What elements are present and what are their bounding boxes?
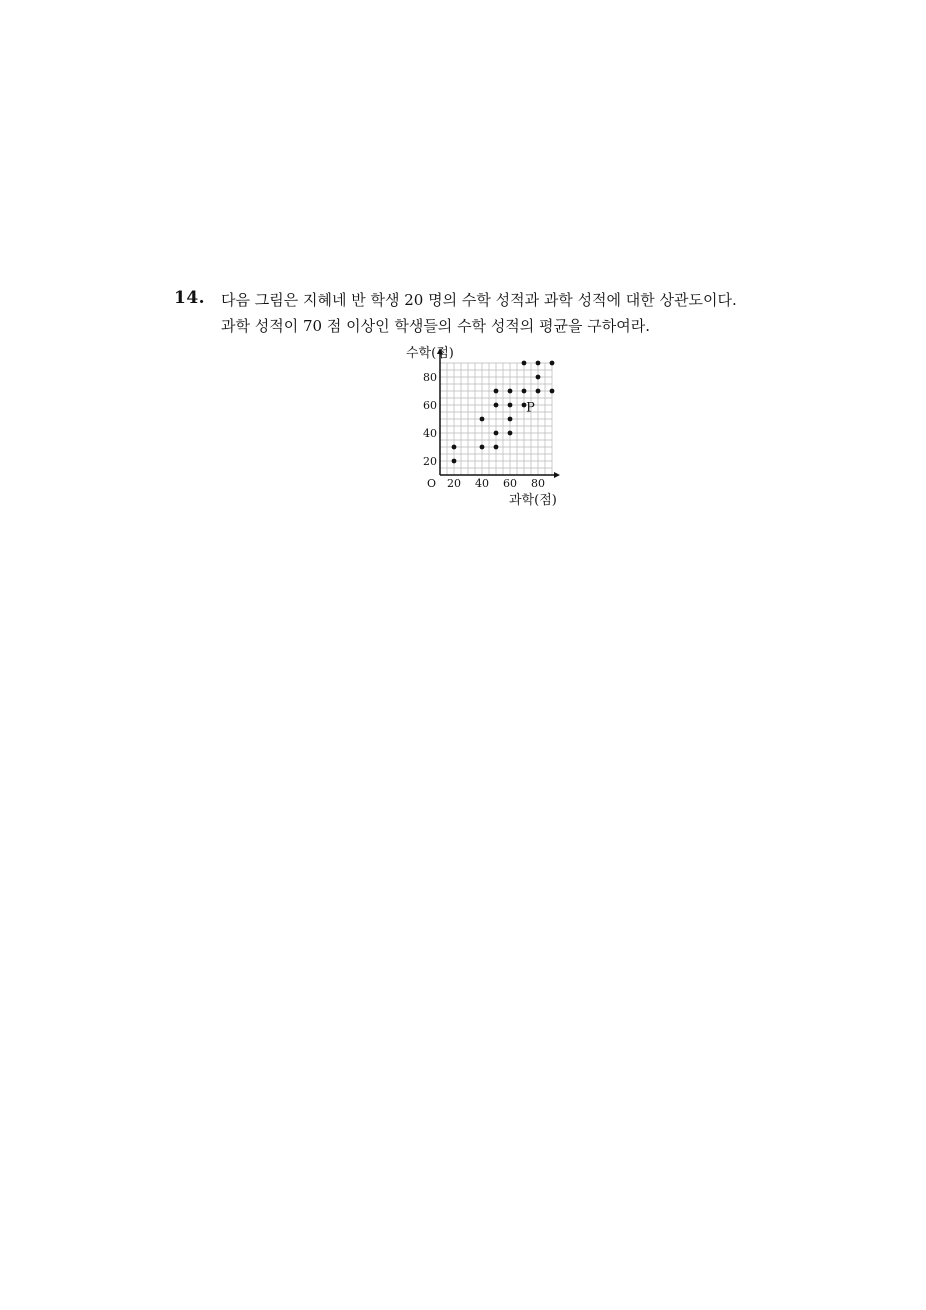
x-tick-label: 20: [447, 477, 461, 490]
x-tick-label: 60: [503, 477, 517, 490]
data-point: [494, 389, 499, 394]
x-tick-label: 40: [475, 477, 489, 490]
data-point: [480, 417, 485, 422]
y-tick-label: 20: [423, 455, 437, 468]
data-point: [452, 445, 457, 450]
y-tick-label: 80: [423, 371, 437, 384]
axes: [437, 348, 560, 478]
data-point: [536, 375, 541, 380]
point-annotation-p: P: [526, 400, 535, 416]
grid: [440, 363, 552, 475]
problem-number: 14.: [174, 288, 206, 308]
data-point: [452, 459, 457, 464]
data-point: [550, 389, 555, 394]
problem-text-line-2: 과학 성적이 70 점 이상인 학생들의 수학 성적의 평균을 구하여라.: [221, 317, 651, 335]
data-point: [508, 389, 513, 394]
data-point: [494, 431, 499, 436]
data-point: [536, 361, 541, 366]
data-point: [536, 389, 541, 394]
data-point: [522, 389, 527, 394]
origin-label: O: [427, 477, 437, 490]
y-tick-label: 40: [423, 427, 437, 440]
data-point: [480, 445, 485, 450]
data-point: [508, 403, 513, 408]
tick-labels: [423, 371, 545, 490]
problem-text-line-1: 다음 그림은 지혜네 반 학생 20 명의 수학 성적과 과학 성적에 대한 상관도이다.: [221, 291, 737, 309]
data-point: [522, 361, 527, 366]
data-point: [508, 417, 513, 422]
x-axis-label: 과학(점): [509, 493, 557, 508]
data-point: [550, 361, 555, 366]
data-point: [494, 403, 499, 408]
y-axis-label: 수학(점): [406, 346, 454, 361]
x-tick-label: 80: [531, 477, 545, 490]
data-point: [508, 431, 513, 436]
x-axis-arrow-icon: [554, 472, 560, 478]
y-tick-label: 60: [423, 399, 437, 412]
data-point: [494, 445, 499, 450]
scatter-plot: [400, 340, 570, 515]
